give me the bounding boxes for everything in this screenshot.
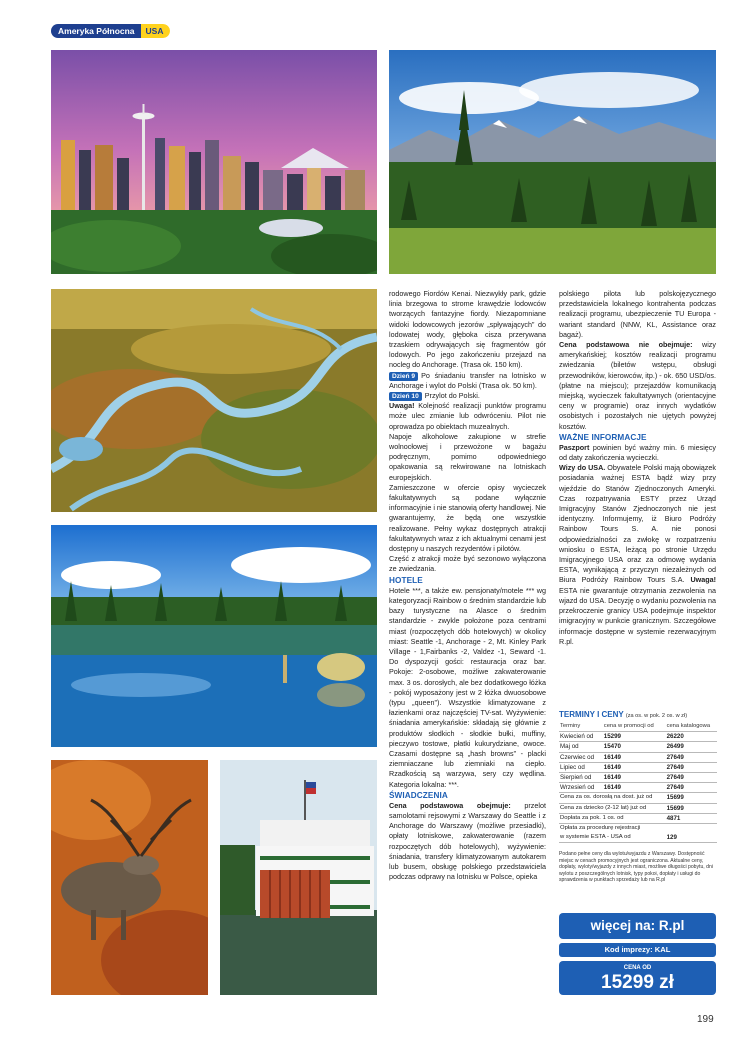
- note-lead: Uwaga!: [389, 401, 415, 411]
- price-extra-label: Dopłata za pok. 1 os. od: [559, 813, 666, 823]
- price-catalog: 26220: [666, 732, 717, 742]
- price-promo: 16149: [603, 783, 666, 793]
- price-title-text: TERMINY I CENY: [559, 710, 624, 719]
- price-promo: 16149: [603, 773, 666, 783]
- price-promo: 16149: [603, 752, 666, 762]
- price-catalog: 27649: [666, 783, 717, 793]
- price-extra-value: 4871: [666, 813, 717, 823]
- excluded-body: wizy amerykańskiej; kosztów realizacji programu zwiedzania (biletów wstępu, obsługi przewodników, kierowców, itp.) - ok. 650 USD/os. (płatne na miejscu); przejazdów komunikacją miejską, wycieczek fakultatywnych (orientacyjne ceny w programie) oraz innych wydatków osobistych i pozostałych nie ujętych powyżej kosztów.: [559, 340, 716, 431]
- seattle-skyline-photo: [51, 50, 377, 274]
- excursions-note: Zamieszczone w ofercie opisy wycieczek fakultatywnych są podane wyłącznie informacyjnie i nie stanowią oferty handlowej. Nie gwarantujemy, że będą one wszystkie realizowane. Pełny wykaz dostępnych atrakcji fakultatywnych wraz z ich aktualnymi cenami jest dostępny u naszych rezydentów i pilotów.: [389, 482, 547, 554]
- col-promo: cena w promocji od: [603, 722, 666, 732]
- price-extra-value: 15699: [666, 793, 717, 803]
- price-header-row: [559, 722, 717, 732]
- price-term: Lipiec od: [559, 762, 603, 772]
- price-extra-row: [559, 813, 717, 823]
- program-column-2: [559, 289, 716, 647]
- caribou-photo: [51, 760, 208, 995]
- esta-label-1: Opłata za procedurę rejestracji: [560, 825, 641, 832]
- program-column-1: [389, 289, 546, 882]
- excluded-lead: Cena podstawowa nie obejmuje:: [559, 340, 693, 350]
- program-day9: [389, 371, 546, 391]
- lake-reflection-photo: [51, 525, 377, 747]
- seasonal-note: Część z atrakcji może być sezonowo wyłączona ze zwiedzania.: [389, 554, 546, 574]
- esta-label-2: w systemie ESTA - USA od: [559, 833, 666, 843]
- program-day8-end: rodowego Fiordów Kenai. Niezwykły park, gdzie linia brzegowa to strome krawędzie lodowców tworzących fantazyjne fiordy. Niezapomniane widoki lodowcowych jezorów „spływających” do lodowatej wody, głęboka cisza przerywana trzaskiem odrywających się fragmentów gór lodowych. Po jego zakończeniu przejazd na nocleg do Anchorage. (Trasa ok. 150 km).: [389, 289, 546, 370]
- price-catalog: 26499: [666, 742, 717, 752]
- price-table-title: [559, 709, 717, 722]
- visa-body: Obywatele Polski mają obowiązek posiadania ważnej ESTA bądź wizy przy wjeździe do Stanów Zjednoczonych Ameryki. Czas rozpatrywania ESTY przez Urząd Imigracyjny Stanów Zjednoczonych nie jest identyczny. Informujemy, iż Biuro Podróży Rainbow Tours S. A. nie ponosi odpowiedzialności za zwłokę w rozpatrzeniu wniosku o ESTA, leżącą po stronie Urzędu Imigracyjnego USA oraz za odmowę wydania ESTA, wynikającą z przyczyn niezależnych od Biura Podróży Rainbow Tours S.A.: [559, 463, 716, 585]
- price-extra-value: 15699: [666, 803, 717, 813]
- esta-row: [559, 833, 717, 843]
- visa-lead: Wizy do USA.: [559, 463, 606, 473]
- price-badge-value: 15299 zł: [601, 972, 674, 993]
- esta-value: 129: [666, 833, 717, 843]
- price-extra-label: Cena za os. dorosłą na dost. już od: [559, 793, 666, 803]
- price-row: [559, 783, 717, 793]
- included-lead: Cena podstawowa obejmuje:: [389, 800, 511, 810]
- price-table-subtitle: (za os. w pok. 2 os. w zł): [625, 713, 688, 719]
- price-row: [559, 773, 717, 783]
- price-grid: [559, 722, 717, 843]
- important-info-heading: WAŻNE INFORMACJE: [559, 432, 647, 442]
- riverboat-photo: [220, 760, 377, 995]
- price-catalog: 27649: [666, 773, 717, 783]
- price-extra-row: [559, 803, 717, 813]
- river-delta-aerial-photo: [51, 289, 377, 512]
- price-term: Maj od: [559, 742, 603, 752]
- price-fine-print: Podano pełne ceny dla wylotu/wyjazdu z Warszawy. Dostępność miejsc w cenach promocyjnych jest ograniczona. Aktualne ceny, dopłaty, wyloty/wyjazdy z innych miast, możliwe długości pobytu, dni wylotu z poszczególnych lotnisk, typy pokoi, dopłaty i usługi do sprawdzenia w punktach sprzedaży lub na R.pl: [559, 851, 713, 884]
- country-label: USA: [141, 24, 171, 38]
- price-catalog: 27649: [666, 752, 717, 762]
- price-promo: 15299: [603, 732, 666, 742]
- excluded-text: [559, 340, 716, 432]
- alaska-mountains-forest-photo: [389, 50, 716, 274]
- col-catalog: cena katalogowa: [666, 722, 717, 732]
- price-row: [559, 762, 717, 772]
- note-text: Kolejność realizacji punktów programu może ulec zmianie lub odwróceniu. Pilot nie oprowadza po obiektach muzealnych.: [389, 401, 546, 431]
- visa-warning-body: ESTA nie gwarantuje otrzymania zezwolenia na wjazd do USA. Decyzję o wydaniu pozwolenia na przekroczenie granicy USA podejmuje inspektor imigracyjny w punkcie granicznym. Szczegółowe informacje dostępne w systemie rezerwacyjnym R.pl.: [559, 585, 717, 646]
- day10-text: Przylot do Polski.: [424, 391, 480, 401]
- day9-badge: Dzień 9: [389, 372, 418, 381]
- price-term: Kwiecień od: [559, 732, 603, 742]
- hotels-text: Hotele ***, a także ew. pensjonaty/motele *** wg kategoryzacji Rainbow o średnim standardzie lub bazy turystyczne na Alasce o średnim standardzie - zwykle położone poza centrami miast (rozpoczętych dób hotelowych) w okolicy miast: Seattle -1, Anchorage - 2, Mt. Kinley Park Village - 1,Fairbanks -2, Valdez -1, Seward -1. Do dyspozycji gości: restauracja oraz bar. Pokoje: 2-osobowe, możliwe zakwaterowanie max. 3 os. dorosłych, ale bez dodatkowego łóżka - pokój wyposażony jest w 2 łóżka dwuosobowe (typu „queen”). Wszystkie klimatyzowane z łazienkami oraz najczęściej TV-sat. Wyżywienie: śniadania amerykańskie: składają się głównie z produktów słodkich - słodkie bułki, muffiny, pieczywo tostowe, płatki kukurydziane, owoce. Czasami dostępne są „hash browns” - placki ziemniaczane lub ziemniaki na ciepło. Rzadkością są warzywa, sery czy wędlina. Kategoria lokalna: ***.: [389, 585, 546, 789]
- passport-text: [559, 443, 716, 463]
- price-term: Czerwiec od: [559, 752, 603, 762]
- day9-text: Po śniadaniu transfer na lotnisko w Anchorage i wylot do Polski (Trasa ok. 50 km).: [389, 370, 546, 390]
- price-promo: 15470: [603, 742, 666, 752]
- included-continued: polskiego pilota lub polskojęzycznego przedstawiciela lokalnego kontrahenta podczas realizacji programu, ubezpieczenie TU Europa - wariant standard (NNW, KL, Assistance oraz bagaż).: [559, 289, 716, 339]
- day10-badge: Dzień 10: [389, 392, 422, 401]
- hotels-heading: HOTELE: [389, 575, 423, 585]
- price-badge-label: CENA OD: [623, 965, 652, 971]
- price-row: [559, 742, 717, 752]
- price-row: [559, 752, 717, 762]
- tour-code-badge: Kod imprezy: KAL: [559, 943, 716, 957]
- included-text: [389, 801, 546, 883]
- visa-text: [559, 463, 716, 647]
- alcohol-note: Napoje alkoholowe zakupione w strefie wolnocłowej i przewożone w bagażu podręcznym, pomimo odpowiedniego opakowania są rekwirowane na lotniskach europejskich.: [389, 431, 546, 482]
- price-promo: 16149: [603, 762, 666, 772]
- price-badge: [559, 961, 716, 995]
- region-tag: [51, 24, 170, 38]
- more-info-button[interactable]: więcej na: R.pl: [559, 913, 716, 939]
- price-extra-row: [559, 793, 717, 803]
- price-extra-label: Cena za dziecko (2-12 lat) już od: [559, 803, 666, 813]
- region-label: Ameryka Północna: [51, 24, 141, 38]
- passport-body: powinien być ważny min. 6 miesięcy od daty zakończenia wycieczki.: [559, 442, 716, 463]
- esta-row-label: [559, 824, 717, 834]
- services-heading: ŚWIADCZENIA: [389, 790, 448, 800]
- price-row: [559, 732, 717, 742]
- price-table: [559, 709, 717, 843]
- program-note: [389, 401, 546, 432]
- passport-lead: Paszport: [559, 442, 590, 452]
- included-body: przelot samolotami rejsowymi z Warszawy do Seattle i z Anchorage do Warszawy (możliwe przesiadki), opłaty lotniskowe, zakwaterowanie (razem rozpoczętych dób hotelowych), wyżywienie: śniadania, transfery klimatyzowanym autokarem lub busem, obsługę polskiego przedstawiciela podczas odprawy na lotnisku w Polsce, opieka: [389, 800, 546, 882]
- price-catalog: 27649: [666, 762, 717, 772]
- price-term: Wrzesień od: [559, 783, 603, 793]
- visa-warning-lead: Uwaga!: [690, 575, 716, 585]
- program-day10: [389, 391, 546, 401]
- page-number: 199: [697, 1014, 714, 1025]
- col-terms: Terminy: [559, 722, 603, 732]
- price-term: Sierpień od: [559, 773, 603, 783]
